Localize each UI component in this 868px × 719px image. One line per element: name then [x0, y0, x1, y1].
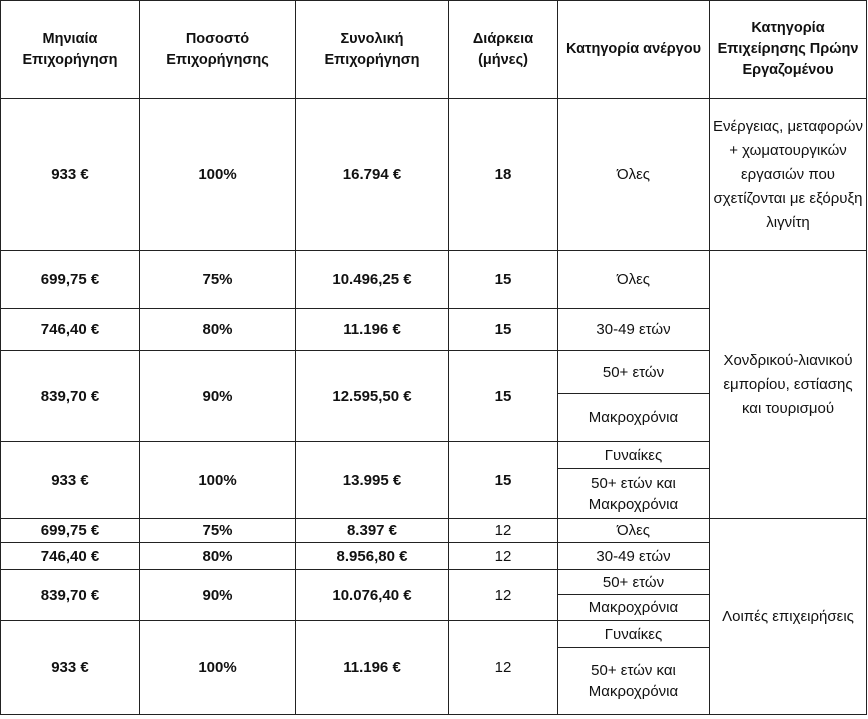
percent-cell: 75% [140, 251, 296, 309]
total-cell: 11.196 € [296, 621, 449, 715]
percent-cell: 90% [140, 570, 296, 621]
category-cell: 50+ ετών [558, 351, 710, 394]
table-row [1, 519, 867, 543]
category-cell: Μακροχρόνια [558, 595, 710, 621]
category-cell: Όλες [558, 99, 710, 251]
header-row [1, 1, 867, 99]
total-cell: 11.196 € [296, 309, 449, 351]
header-business-category: Κατηγορία Επιχείρησης Πρώην Εργαζομένου [710, 1, 867, 99]
category-cell: 50+ ετών και Μακροχρόνια [558, 648, 710, 715]
duration-cell: 12 [449, 543, 558, 570]
total-cell: 10.496,25 € [296, 251, 449, 309]
percent-cell: 90% [140, 351, 296, 442]
percent-cell: 100% [140, 621, 296, 715]
sector-other: Λοιπές επιχειρήσεις [710, 519, 867, 715]
header-total: Συνολική Επιχορήγηση [296, 1, 449, 99]
monthly-cell: 746,40 € [1, 543, 140, 570]
category-cell: 30-49 ετών [558, 309, 710, 351]
duration-cell: 12 [449, 621, 558, 715]
duration-cell: 18 [449, 99, 558, 251]
monthly-cell: 746,40 € [1, 309, 140, 351]
table-row [1, 99, 867, 251]
percent-cell: 100% [140, 442, 296, 519]
header-unemployed-category: Κατηγορία ανέργου [558, 1, 710, 99]
category-cell: 30-49 ετών [558, 543, 710, 570]
monthly-cell: 699,75 € [1, 251, 140, 309]
duration-cell: 15 [449, 351, 558, 442]
total-cell: 8.397 € [296, 519, 449, 543]
header-duration: Διάρκεια (μήνες) [449, 1, 558, 99]
percent-cell: 80% [140, 309, 296, 351]
percent-cell: 80% [140, 543, 296, 570]
total-cell: 8.956,80 € [296, 543, 449, 570]
duration-cell: 12 [449, 570, 558, 621]
monthly-cell: 933 € [1, 442, 140, 519]
percent-cell: 100% [140, 99, 296, 251]
duration-cell: 15 [449, 442, 558, 519]
category-cell: Όλες [558, 519, 710, 543]
monthly-cell: 699,75 € [1, 519, 140, 543]
category-cell: Όλες [558, 251, 710, 309]
duration-cell: 15 [449, 309, 558, 351]
sector-energy: Ενέργειας, μεταφορών + χωματουργικών εργασιών που σχετίζονται με εξόρυξη λιγνίτη [710, 99, 867, 251]
sector-retail: Χονδρικού-λιανικού εμπορίου, εστίασης και τουρισμού [710, 251, 867, 519]
header-percent: Ποσοστό Επιχορήγησης [140, 1, 296, 99]
total-cell: 16.794 € [296, 99, 449, 251]
table-row [1, 251, 867, 309]
total-cell: 10.076,40 € [296, 570, 449, 621]
category-cell: 50+ ετών και Μακροχρόνια [558, 469, 710, 519]
monthly-cell: 839,70 € [1, 351, 140, 442]
percent-cell: 75% [140, 519, 296, 543]
total-cell: 12.595,50 € [296, 351, 449, 442]
monthly-cell: 933 € [1, 99, 140, 251]
category-cell: Μακροχρόνια [558, 394, 710, 442]
category-cell: Γυναίκες [558, 621, 710, 648]
category-cell: Γυναίκες [558, 442, 710, 469]
duration-cell: 15 [449, 251, 558, 309]
header-monthly: Μηνιαία Επιχορήγηση [1, 1, 140, 99]
duration-cell: 12 [449, 519, 558, 543]
total-cell: 13.995 € [296, 442, 449, 519]
monthly-cell: 933 € [1, 621, 140, 715]
category-cell: 50+ ετών [558, 570, 710, 595]
monthly-cell: 839,70 € [1, 570, 140, 621]
